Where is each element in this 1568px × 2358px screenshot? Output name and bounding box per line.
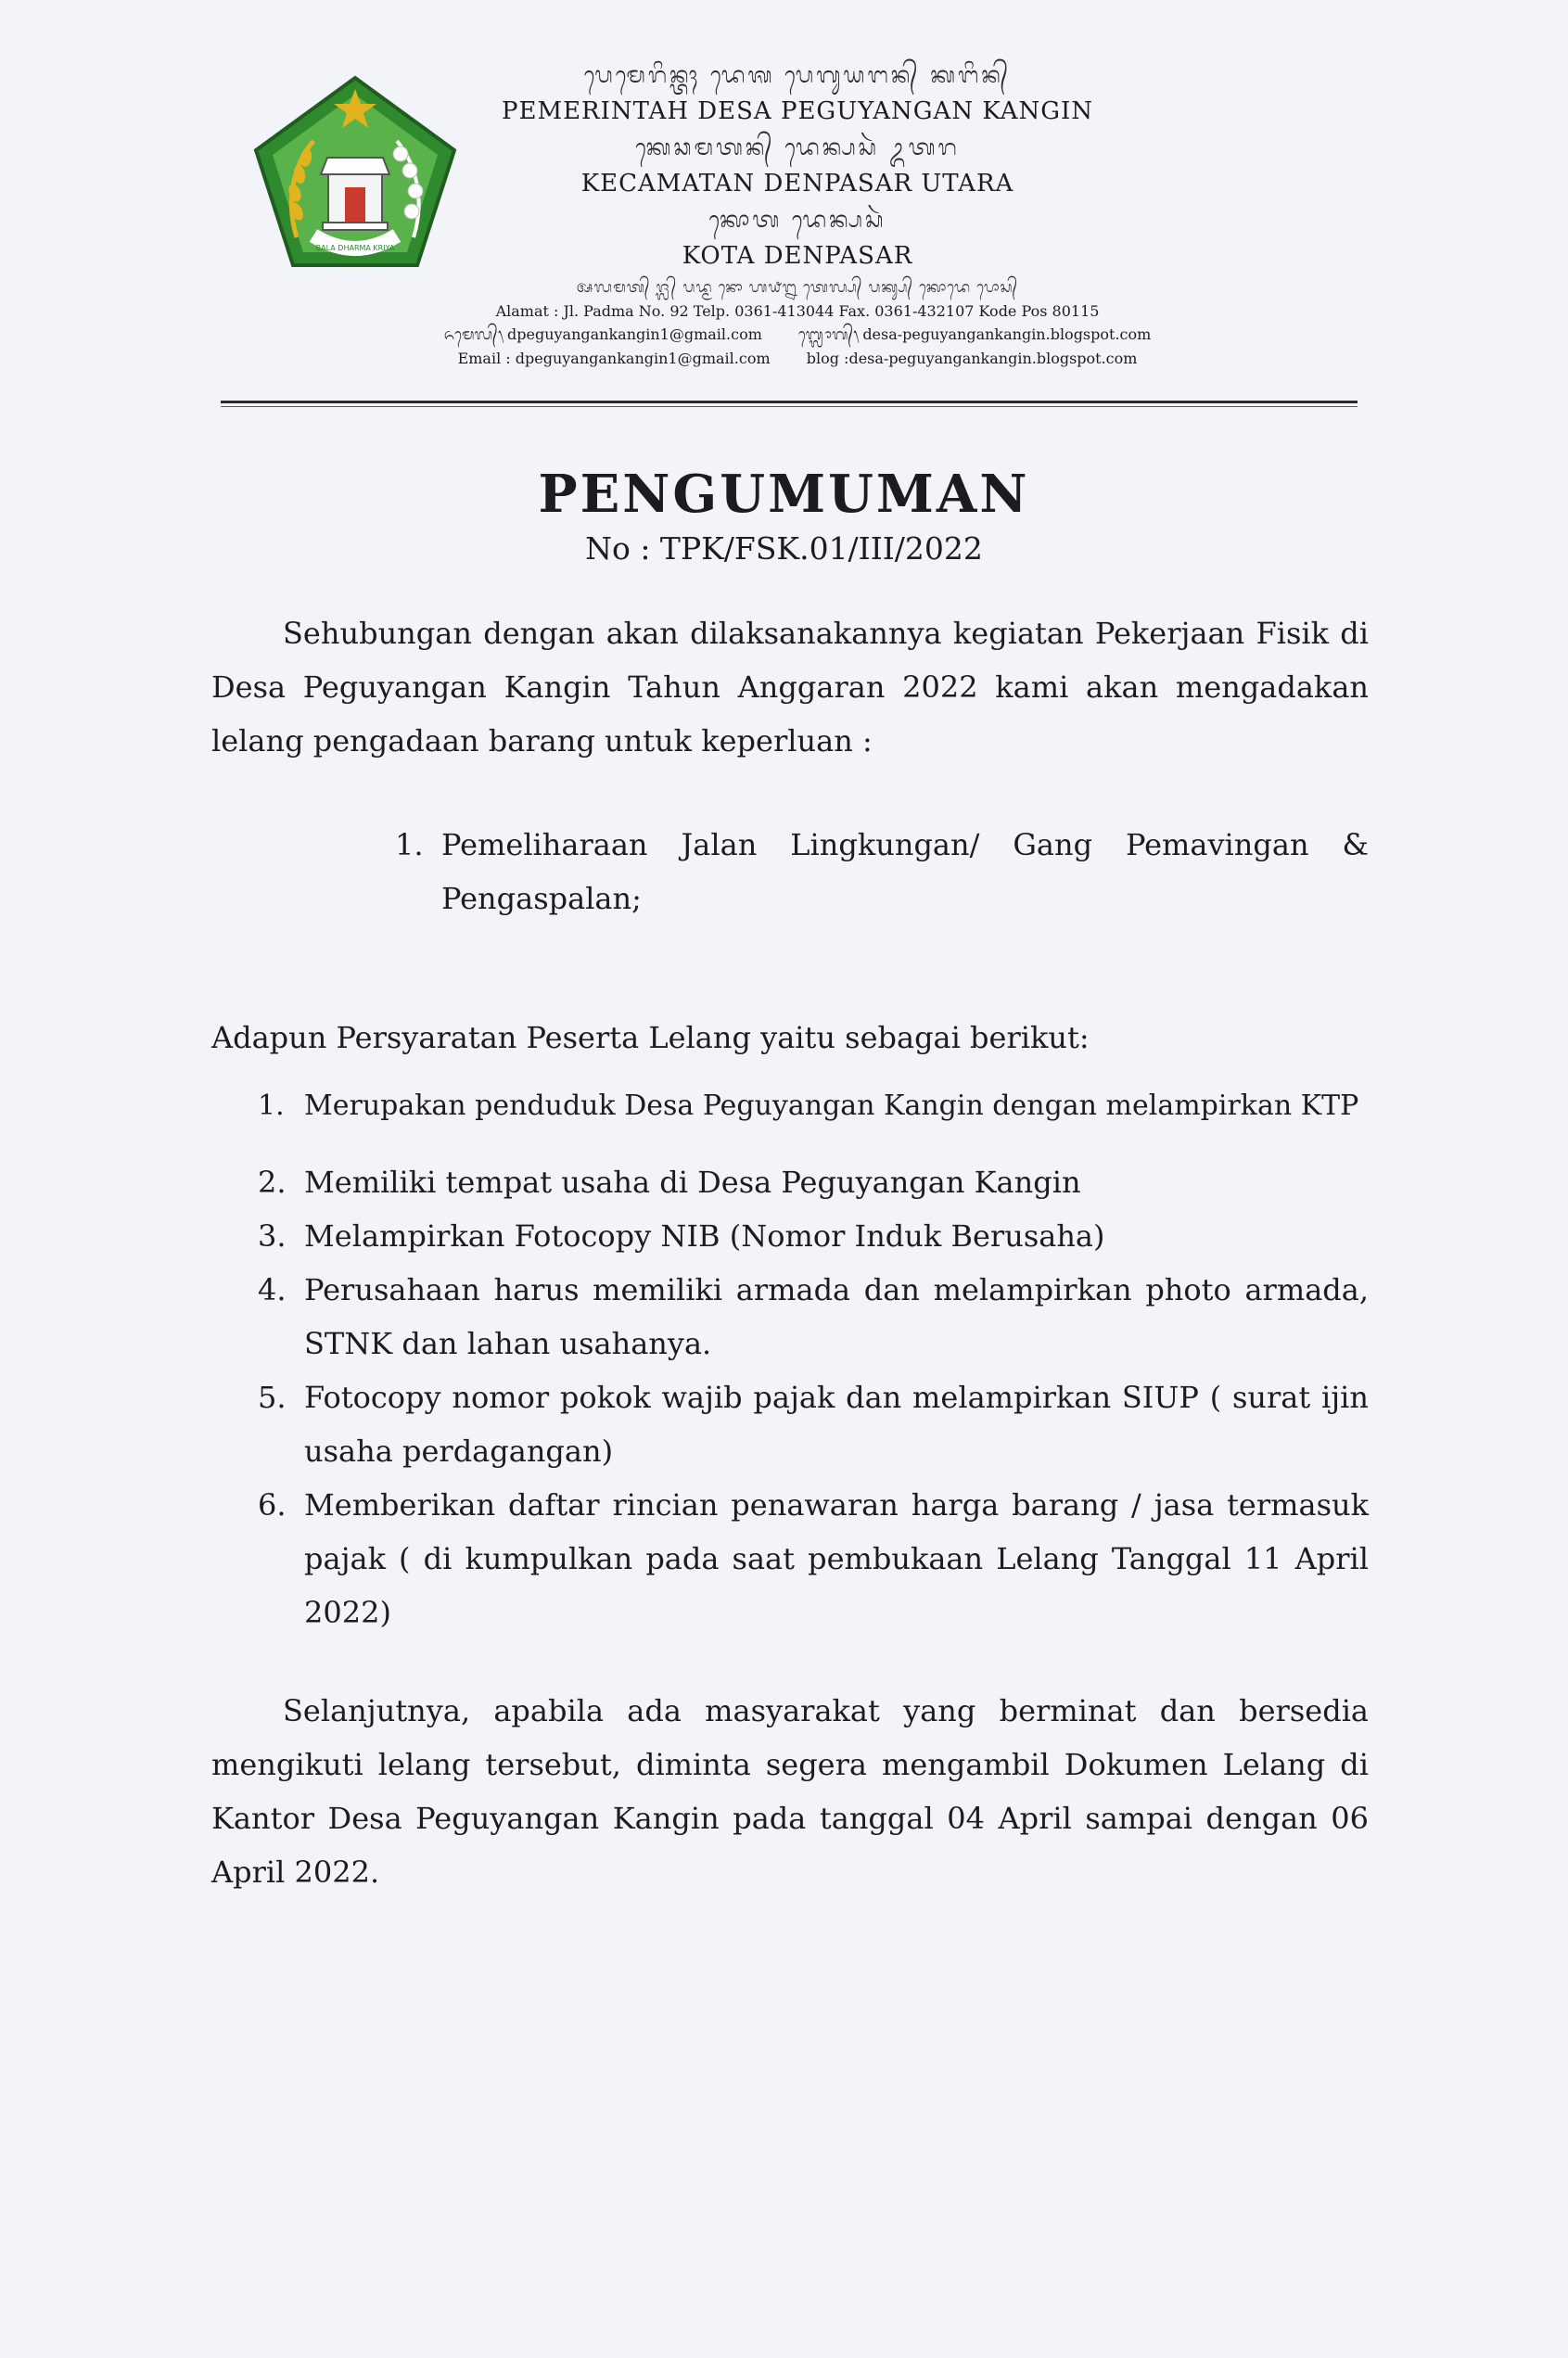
blog-text: blog :desa-peguyangankangin.blogspot.com: [806, 350, 1138, 367]
item-text: Memberikan daftar rincian penawaran harga barang / jasa termasuk pajak ( di kumpulkan pada saat pembukaan Lelang Tanggal 11 April 2022): [304, 1487, 1369, 1630]
letterhead: [306, 57, 1289, 371]
item-number: 2.: [258, 1165, 287, 1200]
balinese-script-line: ᬓᬾᬘᬫᬢᬦ᭄ ᬤᬾᬦ᭄ᬧᬲᬃ ᬉᬢᬭ: [635, 134, 960, 160]
balinese-contact-line: [306, 323, 1289, 347]
address-line: Alamat : Jl. Padma No. 92 Telp. 0361-413044 Fax. 0361-432107 Kode Pos 80115: [495, 302, 1100, 320]
balinese-script-line: ᬓᭀᬢ ᬤᬾᬦ᭄ᬧᬲᬃ: [708, 207, 886, 233]
intro-paragraph: Sehubungan dengan akan dilaksanakannya kegiatan Pekerjaan Fisik di Desa Peguyangan Kangin Tahun Anggaran 2022 kami akan mengadakan lelang pengadaan barang untuk keperluan :: [211, 616, 1369, 758]
email-text: Email : dpeguyangankangin1@gmail.com: [457, 350, 771, 367]
list-item: [258, 1263, 1369, 1370]
document-number: No : TPK/FSK.01/III/2022: [585, 530, 983, 567]
balinese-script-line: ᬧᬾᬫᬾᬭᬶᬦ᭄ᬢᬄ ᬤᬾᬰ ᬧᬾᬕᬸᬬᬗᬦ᭄ ᬓᬗᬶᬦ᭄: [583, 62, 1012, 88]
list-item: [258, 1370, 1369, 1478]
balinese-address-line: ᬅᬮᬫᬢ᭄ ᬚ᭄ᬮ᭄ ᬧᬤ᭄ᬫ ᬦᭀ ᬳ᭙᭒ ᬢᬾᬮ᭄ᬧ᭄ ᬧᬓ᭄ᬲ᭄ ᬓᭀᬤᬾ ᬧᭀᬲ᭄: [576, 278, 1019, 296]
list-item: [258, 1079, 1369, 1133]
balinese-blog-label: ᬩ᭄ᬮᭀᬕ᭄᭞: [797, 325, 860, 343]
org-name: PEMERINTAH DESA PEGUYANGAN KANGIN: [501, 97, 1094, 125]
list-item: [395, 818, 1369, 925]
requirements-list: [258, 1079, 1369, 1639]
item-number: 3.: [258, 1218, 287, 1254]
letterhead-rule-thin: [221, 406, 1358, 407]
item-number: 5.: [258, 1380, 287, 1415]
document-title: PENGUMUMAN: [538, 464, 1030, 525]
list-item: [258, 1478, 1369, 1639]
balinese-email-label: ᬏᬫᬾᬮ᭄᭞: [443, 325, 504, 343]
email-bali: dpeguyangankangin1@gmail.com: [507, 325, 762, 343]
item-text: Fotocopy nomor pokok wajib pajak dan melampirkan SIUP ( surat ijin usaha perdagangan): [304, 1380, 1369, 1469]
item-number: 1.: [395, 827, 424, 862]
city-name: KOTA DENPASAR: [682, 242, 913, 270]
list-item: [258, 1155, 1369, 1209]
item-text: Pemeliharaan Jalan Lingkungan/ Gang Pemavingan & Pengaspalan;: [441, 827, 1369, 916]
logo-band-text: BALA DHARMA KRIYA: [315, 244, 395, 252]
district-name: KECAMATAN DENPASAR UTARA: [580, 170, 1014, 198]
item-number: 4.: [258, 1272, 287, 1307]
item-number: 6.: [258, 1487, 287, 1523]
procurement-items-list: [395, 818, 1369, 925]
item-text: Merupakan penduduk Desa Peguyangan Kangin dengan melampirkan KTP: [304, 1090, 1359, 1122]
item-number: 1.: [258, 1090, 285, 1122]
item-text: Memiliki tempat usaha di Desa Peguyangan Kangin: [304, 1165, 1081, 1200]
item-text: Perusahaan harus memiliki armada dan melampirkan photo armada, STNK dan lahan usahanya.: [304, 1272, 1369, 1361]
list-item: [258, 1209, 1369, 1263]
item-text: Melampirkan Fotocopy NIB (Nomor Induk Berusaha): [304, 1218, 1105, 1254]
blog-bali: desa-peguyangankangin.blogspot.com: [862, 325, 1152, 343]
closing-paragraph: Selanjutnya, apabila ada masyarakat yang berminat dan bersedia mengikuti lelang tersebut, diminta segera mengambil Dokumen Lelang di Kantor Desa Peguyangan Kangin pada tanggal 04 April sampai dengan 06 April 2022.: [211, 1693, 1369, 1890]
contact-line: [306, 347, 1289, 371]
requirements-intro: Adapun Persyaratan Peserta Lelang yaitu sebagai berikut:: [211, 1020, 1090, 1055]
letterhead-rule: [221, 401, 1358, 403]
